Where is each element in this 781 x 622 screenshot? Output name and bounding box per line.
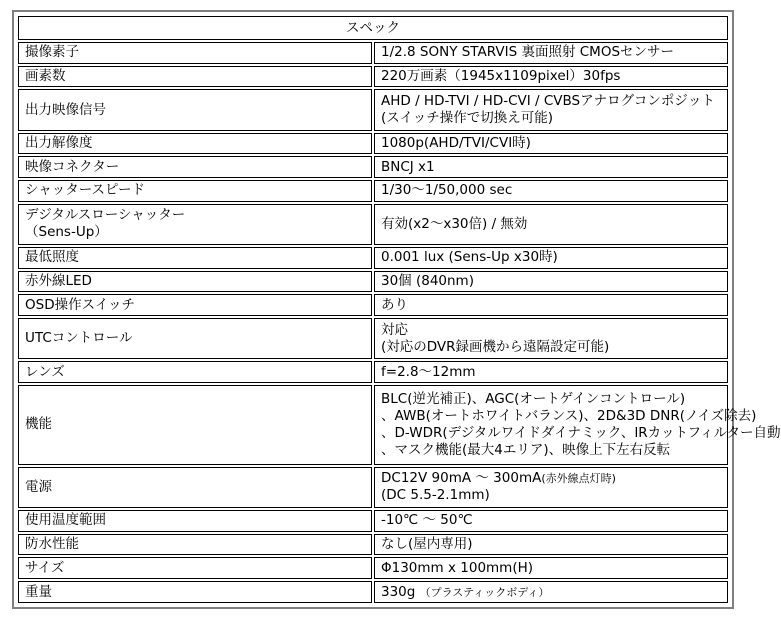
spec-table-frame [12, 10, 781, 609]
row-value-osd-switch: あり [374, 294, 728, 316]
row-label-size: サイズ [18, 557, 372, 579]
table-title: スペック [18, 16, 728, 40]
table-row [18, 66, 728, 88]
table-row [18, 510, 728, 532]
table-row [18, 247, 728, 269]
row-value-shutter-speed: 1/30～1/50,000 sec [374, 180, 728, 202]
row-value-weight: 330g （プラスティックボディ） [374, 581, 728, 603]
row-value-lens: f=2.8～12mm [374, 361, 728, 383]
row-value-size: Φ130mm x 100mm(H) [374, 557, 728, 579]
table-row [18, 385, 728, 465]
table-row [18, 271, 728, 293]
table-row [18, 318, 728, 359]
table-row [18, 156, 728, 178]
row-value-power: DC12V 90mA ～ 300mA(赤外線点灯時) (DC 5.5-2.1mm) [374, 467, 728, 508]
row-value-connector: BNCJ x1 [374, 156, 728, 178]
row-label-osd-switch: OSD操作スイッチ [18, 294, 372, 316]
table-row [18, 89, 728, 130]
row-label-lens: レンズ [18, 361, 372, 383]
table-row [18, 581, 728, 603]
table-row [18, 467, 728, 508]
row-label-slow-shutter: デジタルスローシャッター （Sens-Up） [18, 204, 372, 245]
table-row [18, 294, 728, 316]
table-row [18, 204, 728, 245]
row-label-connector: 映像コネクター [18, 156, 372, 178]
row-value-features: BLC(逆光補正)、AGC(オートゲインコントロール) 、AWB(オートホワイトバランス)、2D&3D DNR(ノイズ除去) 、D-WDR(デジタルワイドダイナミック、IRカットフィルター自動 、マスク機能(最大4エリア)、映像上下左右反転 [374, 385, 728, 465]
table-header-row [18, 16, 728, 40]
row-label-power: 電源 [18, 467, 372, 508]
table-row [18, 133, 728, 155]
row-label-waterproof: 防水性能 [18, 534, 372, 556]
row-label-features: 機能 [18, 385, 372, 465]
row-label-sensor: 撮像素子 [18, 42, 372, 64]
table-row [18, 180, 728, 202]
row-value-min-illumination: 0.001 lux (Sens-Up x30時) [374, 247, 728, 269]
power-note: (赤外線点灯時) [541, 472, 616, 486]
row-label-min-illumination: 最低照度 [18, 247, 372, 269]
row-label-pixels: 画素数 [18, 66, 372, 88]
row-label-video-output: 出力映像信号 [18, 89, 372, 130]
row-value-waterproof: なし(屋内専用) [374, 534, 728, 556]
spec-table [16, 14, 781, 605]
table-row [18, 557, 728, 579]
row-value-video-output: AHD / HD-TVI / HD-CVI / CVBSアナログコンポジット (スイッチ操作で切換え可能) [374, 89, 728, 130]
row-value-pixels: 220万画素（1945x1109pixel）30fps [374, 66, 728, 88]
row-label-resolution: 出力解像度 [18, 133, 372, 155]
row-value-slow-shutter: 有効(x2～x30倍) / 無効 [374, 204, 728, 245]
table-row [18, 42, 728, 64]
row-label-utc-control: UTCコントロール [18, 318, 372, 359]
row-label-operating-temp: 使用温度範囲 [18, 510, 372, 532]
row-value-operating-temp: -10℃ ～ 50℃ [374, 510, 728, 532]
row-label-ir-led: 赤外線LED [18, 271, 372, 293]
table-row [18, 534, 728, 556]
row-value-ir-led: 30個 (840nm) [374, 271, 728, 293]
table-row [18, 361, 728, 383]
row-value-utc-control: 対応 (対応のDVR録画機から遠隔設定可能) [374, 318, 728, 359]
row-label-weight: 重量 [18, 581, 372, 603]
row-label-shutter-speed: シャッタースピード [18, 180, 372, 202]
row-value-sensor: 1/2.8 SONY STARVIS 裏面照射 CMOSセンサー [374, 42, 728, 64]
row-value-resolution: 1080p(AHD/TVI/CVI時) [374, 133, 728, 155]
weight-note: （プラスティックボディ） [419, 585, 550, 599]
